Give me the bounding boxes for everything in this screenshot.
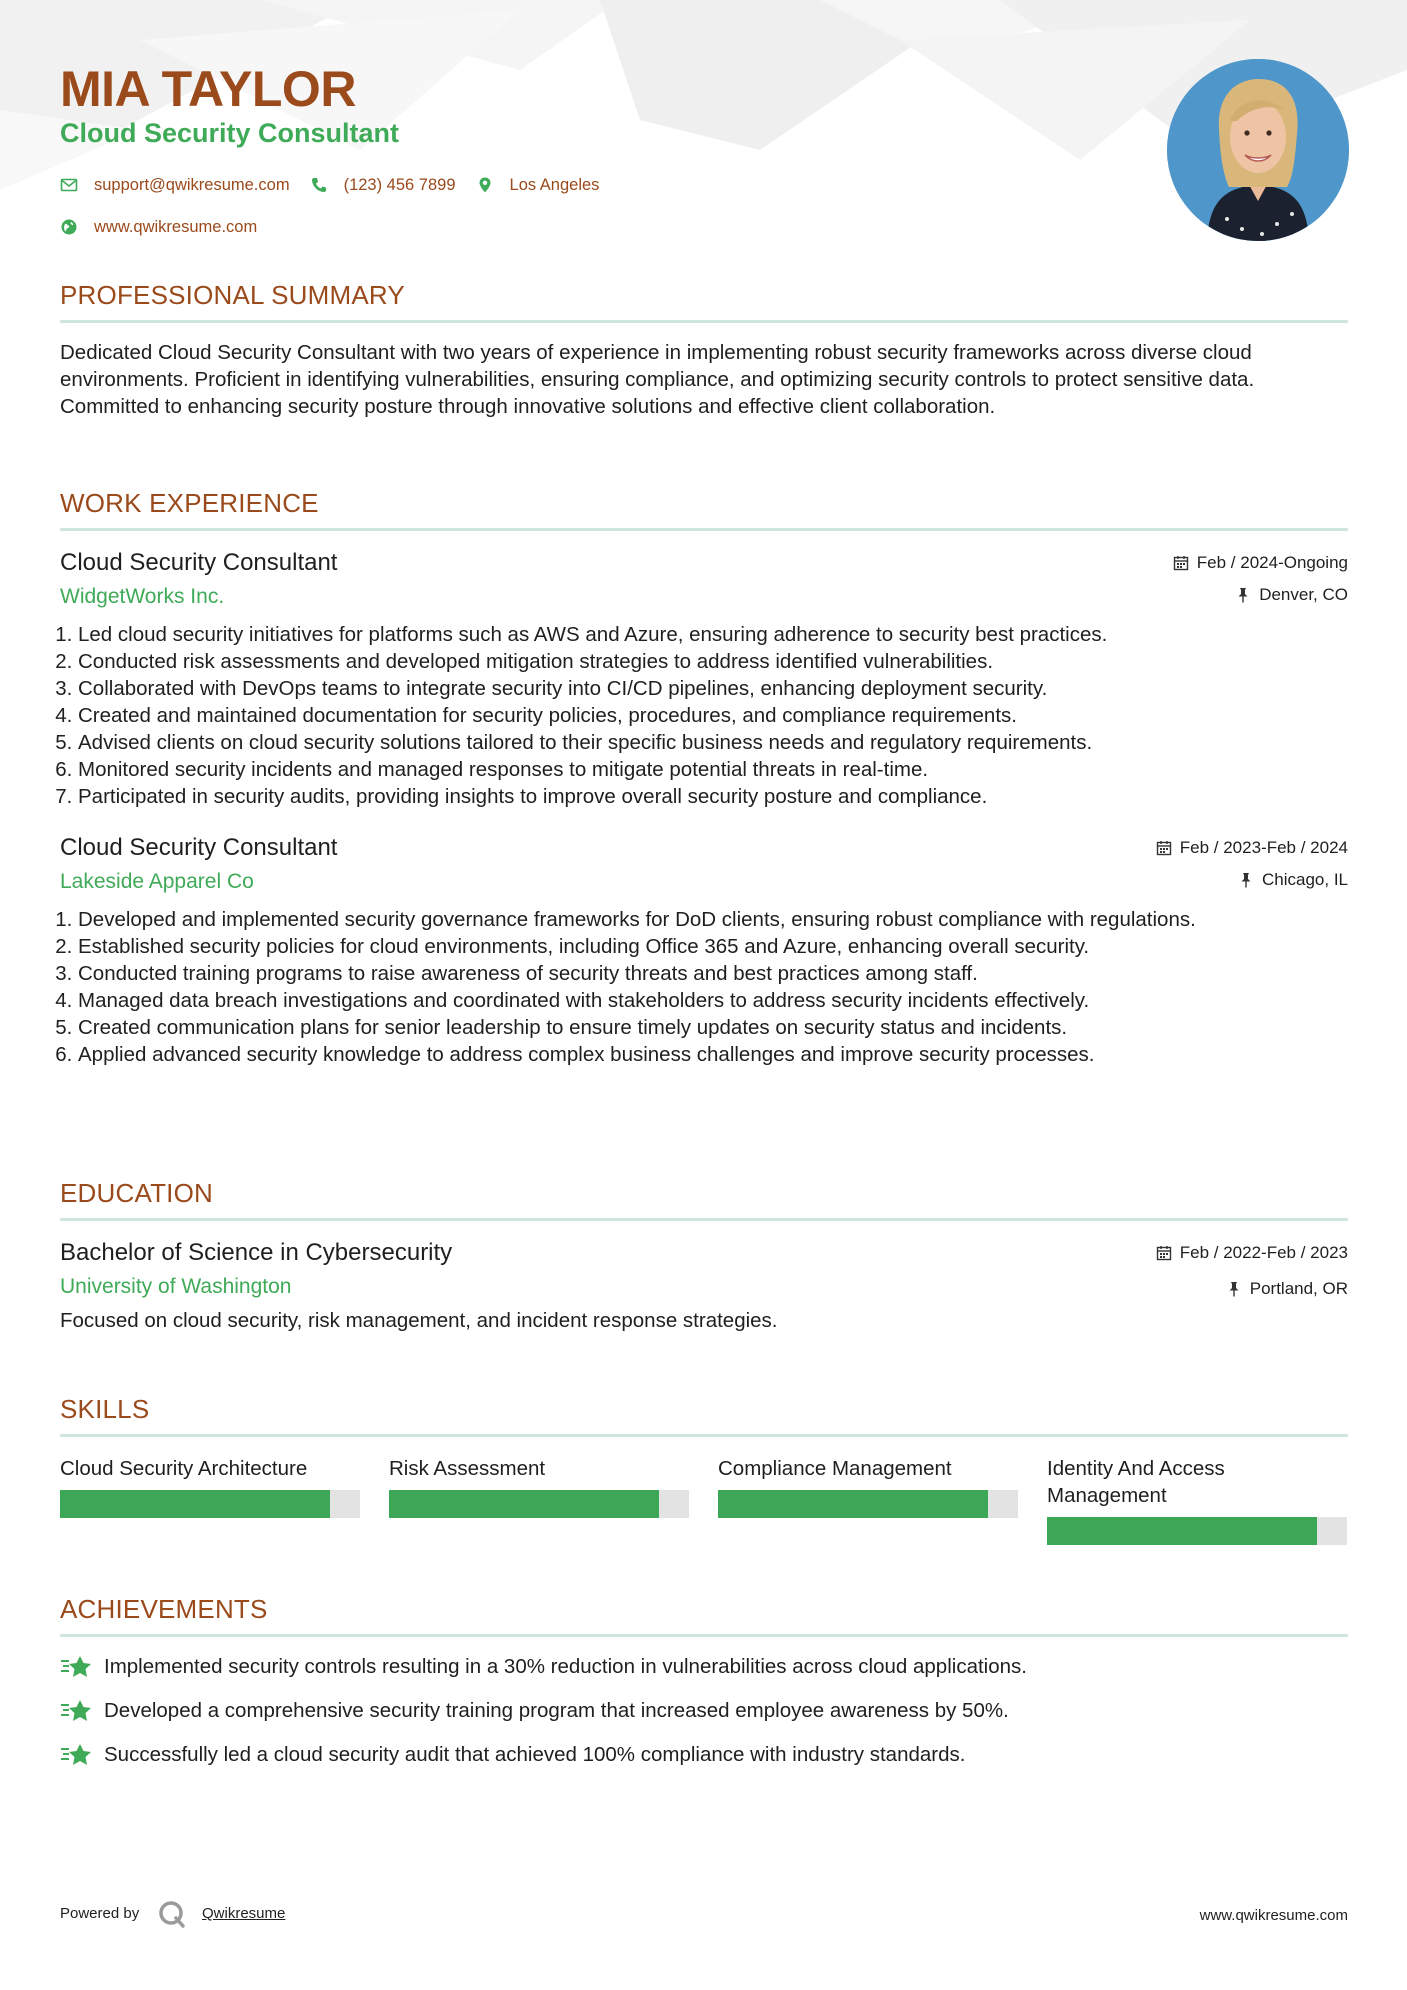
skill-bar — [389, 1490, 689, 1518]
summary-section — [60, 280, 1348, 420]
qwikresume-link[interactable]: Qwikresume — [202, 1905, 286, 1922]
phone-icon — [310, 176, 328, 194]
list-item: 6. Monitored security incidents and managed responses to mitigate potential threats in real-time. — [78, 756, 1348, 783]
qwikresume-logo-icon — [158, 1900, 186, 1928]
map-pin-icon — [476, 176, 494, 194]
list-item: 6. Applied advanced security knowledge to address complex business challenges and improve security processes. — [78, 1041, 1348, 1068]
skill-item — [389, 1455, 689, 1545]
skill-bar-fill — [389, 1490, 659, 1518]
experience-heading: WORK EXPERIENCE — [60, 488, 319, 518]
list-item: 1. Developed and implemented security governance frameworks for DoD clients, ensuring robust compliance with regulations. — [78, 906, 1348, 933]
skill-bar — [1047, 1517, 1347, 1545]
section-divider — [60, 1434, 1348, 1437]
candidate-name: MIA TAYLOR — [60, 61, 356, 117]
contact-row — [60, 214, 960, 240]
skill-item — [1047, 1455, 1347, 1545]
job-location-text: Chicago, IL — [1262, 870, 1348, 889]
list-item: 5. Advised clients on cloud security solutions tailored to their specific business needs and regulatory requirements. — [78, 729, 1348, 756]
pushpin-icon — [1235, 587, 1251, 603]
achievement-text: Developed a comprehensive security training program that increased employee awareness by 50%. — [104, 1699, 1009, 1722]
pushpin-icon — [1226, 1281, 1242, 1297]
calendar-icon — [1156, 840, 1172, 856]
achievements-section — [60, 1594, 1348, 1767]
footer-url[interactable]: www.qwikresume.com — [1199, 1907, 1348, 1924]
job-company: Lakeside Apparel Co — [60, 870, 254, 893]
skill-item — [718, 1455, 1018, 1545]
section-divider — [60, 1634, 1348, 1637]
skill-bar — [60, 1490, 360, 1518]
list-item: 2. Established security policies for cloud environments, including Office 365 and Azure, enhancing overall security. — [78, 933, 1348, 960]
envelope-icon — [60, 176, 78, 194]
skills-section — [60, 1394, 1348, 1545]
location-text: Los Angeles — [509, 175, 600, 194]
job-title: Cloud Security Consultant — [60, 834, 338, 861]
calendar-icon — [1156, 1245, 1172, 1261]
contact-website — [60, 218, 257, 237]
job-bullets — [60, 906, 1348, 1068]
job-entry — [60, 549, 1348, 810]
section-divider — [60, 528, 1348, 531]
education-dates — [1156, 1243, 1348, 1263]
school-name: University of Washington — [60, 1275, 292, 1298]
education-location — [1226, 1279, 1348, 1299]
list-item: 2. Conducted risk assessments and developed mitigation strategies to address identified vulnerabilities. — [78, 648, 1348, 675]
skill-bar-fill — [1047, 1517, 1317, 1545]
experience-section — [60, 488, 1348, 1068]
globe-icon — [60, 218, 78, 236]
list-item: 5. Created communication plans for senior leadership to ensure timely updates on security status and incidents. — [78, 1014, 1348, 1041]
star-badge-icon — [60, 1697, 92, 1725]
star-badge-icon — [60, 1653, 92, 1681]
education-entry — [60, 1239, 1348, 1333]
achievement-item — [60, 1743, 1348, 1767]
achievements-heading: ACHIEVEMENTS — [60, 1594, 268, 1624]
job-company: WidgetWorks Inc. — [60, 585, 225, 608]
job-title: Cloud Security Consultant — [60, 549, 338, 576]
section-divider — [60, 320, 1348, 323]
section-divider — [60, 1218, 1348, 1221]
skill-bar — [718, 1490, 1018, 1518]
job-dates-text: Feb / 2024-Ongoing — [1196, 553, 1348, 572]
education-section — [60, 1178, 1348, 1333]
achievement-text: Implemented security controls resulting in a 30% reduction in vulnerabilities across cloud applications. — [104, 1655, 1027, 1678]
contact-phone — [310, 176, 456, 195]
website-text[interactable]: www.qwikresume.com — [94, 217, 258, 236]
email-text[interactable]: support@qwikresume.com — [94, 175, 290, 194]
job-dates — [1173, 553, 1348, 573]
job-location — [1235, 585, 1348, 605]
list-item: 3. Conducted training programs to raise awareness of security threats and best practices among staff. — [78, 960, 1348, 987]
job-bullets — [60, 621, 1348, 810]
candidate-role: Cloud Security Consultant — [60, 118, 400, 148]
skill-bar-fill — [60, 1490, 330, 1518]
education-dates-text: Feb / 2022-Feb / 2023 — [1179, 1243, 1348, 1262]
achievement-text: Successfully led a cloud security audit that achieved 100% compliance with industry standards. — [104, 1743, 966, 1766]
achievement-item — [60, 1655, 1348, 1679]
contact-location — [476, 176, 600, 195]
job-dates-text: Feb / 2023-Feb / 2024 — [1179, 838, 1348, 857]
education-description: Focused on cloud security, risk management, and incident response strategies. — [60, 1309, 778, 1332]
summary-heading: PROFESSIONAL SUMMARY — [60, 280, 405, 310]
skill-name: Compliance Management — [718, 1457, 952, 1480]
footer — [60, 1900, 1348, 1930]
contact-email — [60, 176, 290, 195]
job-dates — [1156, 838, 1348, 858]
contact-row — [60, 172, 960, 198]
summary-text: Dedicated Cloud Security Consultant with two years of experience in implementing robust security frameworks across diverse cloud environments. Proficient in identifying vulnerabilities, ensuring compliance, and optimizing security controls to protect sensitive data. Committed to enhancing security posture through innovative solutions and effective client collaboration. — [60, 341, 1255, 418]
education-heading: EDUCATION — [60, 1178, 213, 1208]
list-item: 3. Collaborated with DevOps teams to integrate security into CI/CD pipelines, enhancing deployment security. — [78, 675, 1348, 702]
skills-list — [60, 1455, 1348, 1545]
education-location-text: Portland, OR — [1249, 1279, 1348, 1298]
pushpin-icon — [1238, 872, 1254, 888]
skill-bar-fill — [718, 1490, 988, 1518]
phone-text[interactable]: (123) 456 7899 — [343, 175, 456, 194]
degree-title: Bachelor of Science in Cybersecurity — [60, 1239, 453, 1266]
job-location — [1238, 870, 1348, 890]
job-entry — [60, 834, 1348, 1068]
calendar-icon — [1173, 555, 1189, 571]
star-badge-icon — [60, 1741, 92, 1769]
powered-by-label: Powered by — [60, 1905, 140, 1922]
skill-item — [60, 1455, 360, 1545]
job-location-text: Denver, CO — [1259, 585, 1348, 604]
list-item: 4. Created and maintained documentation for security policies, procedures, and compliance requirements. — [78, 702, 1348, 729]
skill-name: Cloud Security Architecture — [60, 1457, 308, 1480]
achievement-item — [60, 1699, 1348, 1723]
skills-heading: SKILLS — [60, 1394, 150, 1424]
skill-name: Risk Assessment — [389, 1457, 546, 1480]
skill-name: Identity And Access Management — [1047, 1457, 1225, 1507]
contact-info — [60, 172, 960, 256]
profile-photo — [1167, 59, 1349, 241]
list-item: 7. Participated in security audits, providing insights to improve overall security posture and compliance. — [78, 783, 1348, 810]
list-item: 4. Managed data breach investigations and coordinated with stakeholders to address security incidents effectively. — [78, 987, 1348, 1014]
list-item: 1. Led cloud security initiatives for platforms such as AWS and Azure, ensuring adherence to security best practices. — [78, 621, 1348, 648]
